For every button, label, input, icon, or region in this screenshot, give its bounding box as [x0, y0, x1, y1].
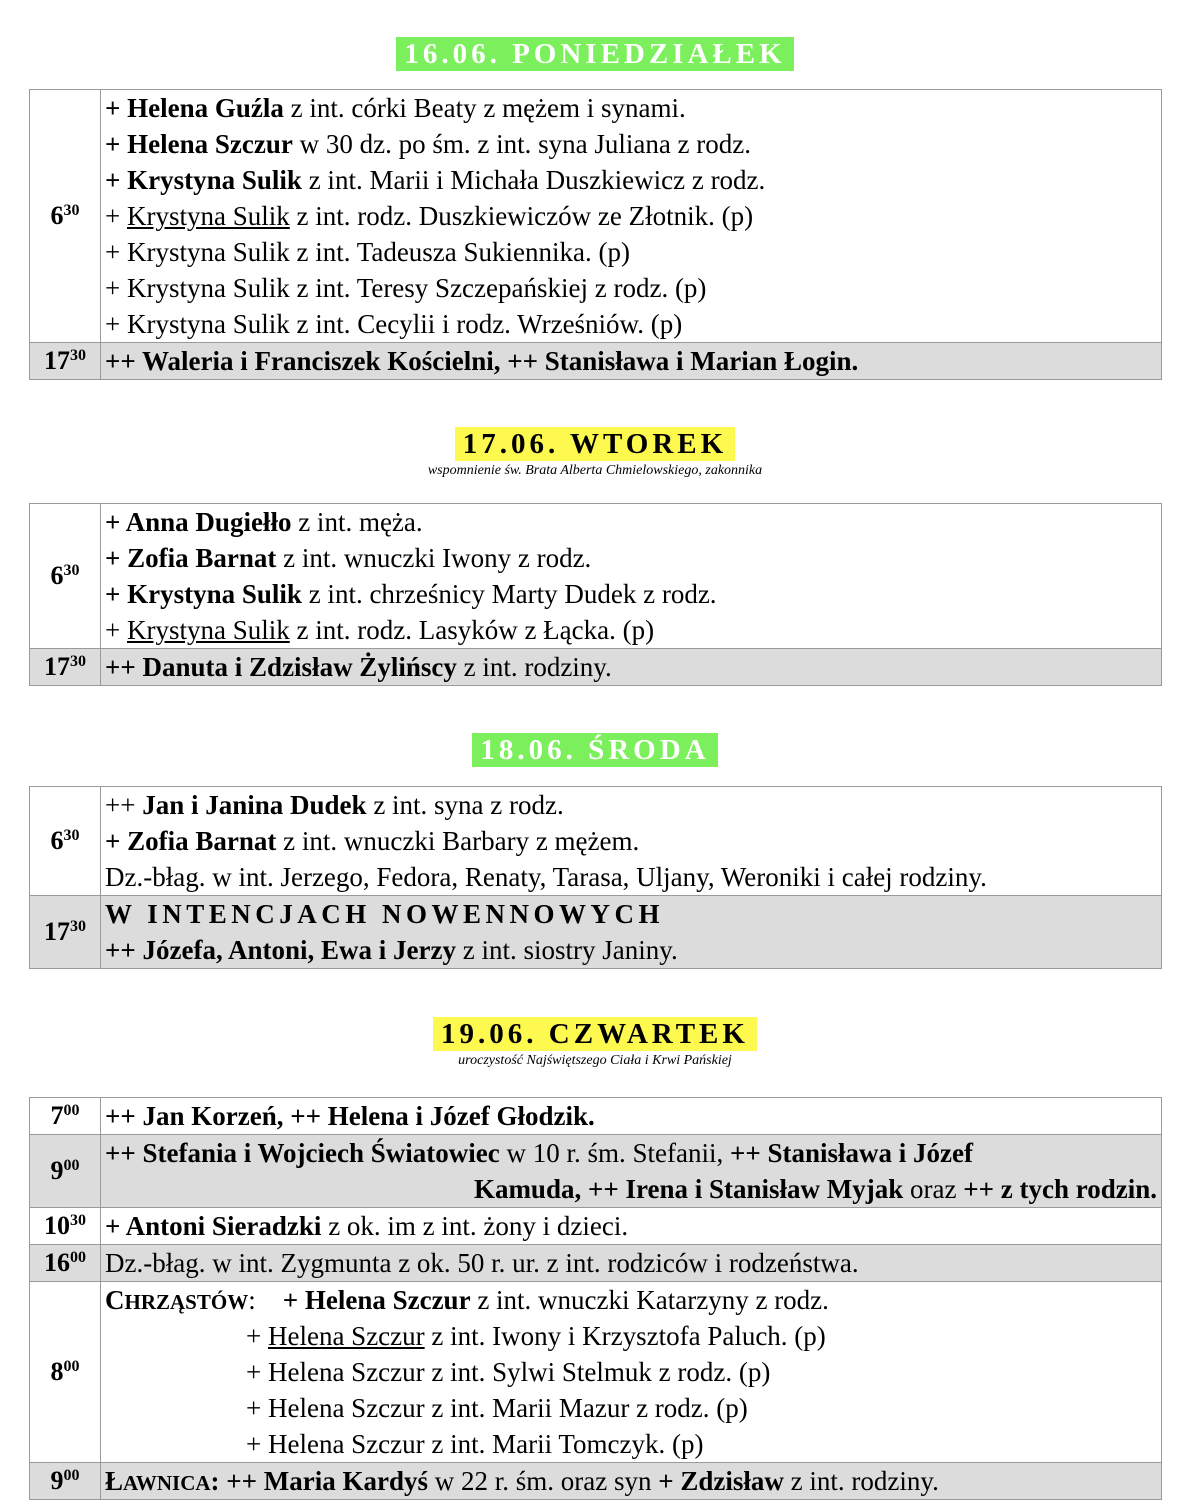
intention-line — [105, 504, 1161, 540]
mass-time-hour: 17 — [44, 652, 70, 681]
intention-text: : — [248, 1285, 283, 1315]
mass-row — [30, 649, 1162, 686]
mass-row — [30, 1463, 1162, 1500]
intention-text: + Krystyna Sulik z int. Tadeusza Sukiennika. (p) — [105, 237, 630, 267]
intention-text: Kamuda, ++ Irena i Stanisław Myjak — [473, 1174, 904, 1204]
intention-text: z int. rodziny. — [783, 1466, 939, 1496]
intention-line — [105, 1245, 1161, 1281]
mass-time-hour: 7 — [50, 1101, 64, 1130]
intention-text: HRZĄSTÓW — [124, 1290, 249, 1314]
intention-text: + — [105, 93, 128, 123]
day-header — [0, 733, 1190, 767]
intention-text: Antoni Sieradzki — [125, 1211, 322, 1241]
intention-line — [105, 1426, 1161, 1462]
intention-text: z int. wnuczki Iwony z rodz. — [276, 543, 592, 573]
mass-time-minutes: 30 — [70, 1212, 86, 1229]
intention-line — [105, 1390, 1161, 1426]
intention-line — [105, 823, 1161, 859]
intention-text: z int. wnuczki Barbary z mężem. — [276, 826, 640, 856]
mass-row — [30, 1098, 1162, 1135]
intention-text: Jan i Janina Dudek — [142, 790, 367, 820]
intention-text: + — [105, 1211, 126, 1241]
mass-row — [30, 1208, 1162, 1245]
mass-table — [29, 89, 1162, 380]
intention-line — [105, 576, 1161, 612]
intention-text: + — [105, 615, 127, 645]
intention-line — [105, 1171, 1161, 1207]
intention-text: AWNICA — [123, 1471, 211, 1495]
intention-line — [105, 306, 1161, 342]
intention-line — [105, 1318, 1161, 1354]
intention-text: Krystyna Sulik — [127, 579, 302, 609]
intention-text: z int. rodz. Lasyków z Łącka. (p) — [289, 615, 655, 645]
intention-text: z ok. im z int. żony i dzieci. — [321, 1211, 629, 1241]
intention-text: z int. córki Beaty z mężem i synami. — [283, 93, 686, 123]
mass-time-hour: 10 — [44, 1211, 70, 1240]
intention-line — [105, 1208, 1161, 1244]
intention-text: Ł — [105, 1466, 124, 1496]
intention-text: w 30 dz. po śm. z int. syna Juliana z rodz. — [292, 129, 752, 159]
intention-line — [105, 932, 1161, 968]
mass-time — [30, 787, 101, 896]
day-header — [0, 37, 1190, 71]
day-title: 16.06. PONIEDZIAŁEK — [396, 37, 793, 71]
day-title: 17.06. WTOREK — [455, 427, 735, 461]
intention-text: z int. wnuczki Katarzyny z rodz. — [470, 1285, 829, 1315]
intention-text: + — [105, 201, 127, 231]
intention-text: ++ Stanisława i Józef — [729, 1138, 973, 1168]
intention-text: ++ Józefa, Antoni, Ewa i Jerzy — [105, 935, 456, 965]
intention-text: oraz — [903, 1174, 964, 1204]
mass-row — [30, 1282, 1162, 1463]
intention-text: + — [105, 826, 128, 856]
mass-time — [30, 1098, 101, 1135]
intention-text: Krystyna Sulik — [127, 165, 302, 195]
intention-text: ++ z tych rodzin. — [963, 1174, 1157, 1204]
intention-line — [105, 343, 1161, 379]
intention-text: + Helena Szczur z int. Sylwi Stelmuk z rodz. (p) — [246, 1357, 771, 1387]
intention-text: ++ Stefania i Wojciech Światowiec — [105, 1138, 500, 1168]
mass-row — [30, 787, 1162, 896]
mass-time-hour: 17 — [44, 346, 70, 375]
intention-text: Krystyna Sulik — [126, 615, 290, 645]
intention-text: ++ — [105, 790, 143, 820]
intention-line — [105, 1463, 1161, 1499]
mass-row — [30, 504, 1162, 649]
intention-line — [105, 896, 1161, 932]
day-subtitle: wspomnienie św. Brata Alberta Chmielowskiego, zakonnika — [427, 463, 763, 478]
mass-time-minutes: 00 — [63, 1467, 80, 1484]
intention-line — [105, 540, 1161, 576]
mass-time-minutes: 00 — [63, 1157, 80, 1174]
mass-time-hour: 17 — [44, 917, 70, 946]
mass-time-hour: 6 — [50, 201, 64, 230]
mass-intentions — [101, 1282, 1162, 1463]
mass-time — [30, 1135, 101, 1208]
mass-time-minutes: 00 — [63, 1102, 80, 1119]
intention-line — [105, 1282, 1161, 1318]
mass-time — [30, 1463, 101, 1500]
intention-line — [105, 126, 1161, 162]
mass-time-hour: 16 — [44, 1248, 70, 1277]
intention-text: z int. chrześnicy Marty Dudek z rodz. — [301, 579, 717, 609]
intention-text: + Helena Szczur — [282, 1285, 471, 1315]
mass-row — [30, 896, 1162, 969]
mass-row — [30, 343, 1162, 380]
mass-time-minutes: 30 — [70, 653, 86, 670]
intention-text: + Helena Szczur z int. Marii Tomczyk. (p) — [246, 1429, 704, 1459]
intention-text: + — [105, 543, 128, 573]
mass-time-minutes: 00 — [70, 1249, 86, 1266]
mass-time — [30, 90, 101, 343]
mass-time — [30, 1208, 101, 1245]
mass-time-hour: 6 — [50, 826, 64, 855]
intention-text: + Helena Szczur z int. Marii Mazur z rodz. (p) — [246, 1393, 748, 1423]
intention-text: Dz.-błag. w int. Jerzego, Fedora, Renaty, Tarasa, Uljany, Weroniki i całej rodziny. — [105, 862, 987, 892]
day-title: 19.06. CZWARTEK — [433, 1017, 757, 1051]
intention-line — [105, 612, 1161, 648]
mass-intentions — [101, 1208, 1162, 1245]
intention-text: C — [105, 1285, 125, 1315]
intention-text: Helena Guźla — [127, 93, 284, 123]
intention-text: Helena Szczur — [267, 1321, 425, 1351]
intention-text: z int. rodziny. — [456, 652, 612, 682]
intention-text: w 10 r. śm. Stefanii, — [499, 1138, 730, 1168]
mass-row — [30, 1245, 1162, 1282]
intention-line — [105, 198, 1161, 234]
mass-time-hour: 9 — [50, 1466, 64, 1495]
intention-text: z int. syna z rodz. — [366, 790, 564, 820]
mass-time — [30, 504, 101, 649]
intention-text: + — [246, 1321, 268, 1351]
mass-table — [29, 786, 1162, 969]
mass-time — [30, 896, 101, 969]
mass-time-hour: 9 — [50, 1156, 64, 1185]
mass-intentions — [101, 1245, 1162, 1282]
mass-time-minutes: 30 — [63, 202, 80, 219]
intention-text: w 22 r. śm. oraz syn — [428, 1466, 659, 1496]
mass-intentions — [101, 1463, 1162, 1500]
intention-text: Dz.-błag. w int. Zygmunta z ok. 50 r. ur. z int. rodziców i rodzeństwa. — [105, 1248, 859, 1278]
mass-intentions — [101, 649, 1162, 686]
intention-line — [105, 649, 1161, 685]
mass-row — [30, 1135, 1162, 1208]
mass-intentions — [101, 787, 1162, 896]
intention-line — [105, 859, 1161, 895]
intention-line — [105, 1098, 1161, 1134]
intention-line — [105, 270, 1161, 306]
mass-time — [30, 649, 101, 686]
day-subtitle: uroczystość Najświętszego Ciała i Krwi Pańskiej — [458, 1053, 732, 1068]
mass-row — [30, 90, 1162, 343]
mass-time-minutes: 30 — [70, 918, 86, 935]
mass-table — [29, 503, 1162, 686]
intention-text: + — [105, 165, 128, 195]
intention-text: Krystyna Sulik — [126, 201, 290, 231]
mass-time-hour: 6 — [50, 561, 64, 590]
intention-text: + Zdzisław — [658, 1466, 784, 1496]
intention-line — [105, 1354, 1161, 1390]
intention-text: Zofia Barnat — [127, 826, 277, 856]
intention-line — [105, 162, 1161, 198]
intention-text: z int. siostry Janiny. — [455, 935, 678, 965]
intention-text: z int. Marii i Michała Duszkiewicz z rodz. — [301, 165, 766, 195]
mass-time — [30, 1282, 101, 1463]
intention-text: z int. męża. — [291, 507, 423, 537]
day-header — [0, 1017, 1190, 1070]
intention-text: + — [105, 129, 128, 159]
intention-text: Anna Dugiełło — [125, 507, 292, 537]
intention-text: ++ Waleria i Franciszek Kościelni, ++ Stanisława i Marian Łogin. — [105, 346, 859, 376]
mass-time-minutes: 30 — [63, 827, 80, 844]
mass-intentions — [101, 1098, 1162, 1135]
intention-text: Helena Szczur — [127, 129, 293, 159]
intention-text: Zofia Barnat — [127, 543, 277, 573]
mass-table — [29, 1097, 1162, 1500]
intention-line — [105, 234, 1161, 270]
mass-intentions — [101, 504, 1162, 649]
intention-text: + — [105, 579, 128, 609]
intention-line — [105, 787, 1161, 823]
intention-text: ++ Maria Kardyś — [226, 1466, 429, 1496]
intention-text: z int. Iwony i Krzysztofa Paluch. (p) — [424, 1321, 826, 1351]
intention-text: ++ Jan Korzeń, ++ Helena i Józef Głodzik. — [105, 1101, 595, 1131]
mass-time-minutes: 30 — [63, 562, 80, 579]
mass-time — [30, 343, 101, 380]
mass-intentions — [101, 343, 1162, 380]
intention-line — [105, 90, 1161, 126]
mass-time — [30, 1245, 101, 1282]
mass-time-minutes: 30 — [70, 347, 86, 364]
mass-time-minutes: 00 — [63, 1358, 80, 1375]
intention-text: + Krystyna Sulik z int. Cecylii i rodz. Wrześniów. (p) — [105, 309, 683, 339]
intention-text: z int. rodz. Duszkiewiczów ze Złotnik. (p) — [289, 201, 754, 231]
intention-text: : — [210, 1466, 227, 1496]
mass-time-hour: 8 — [50, 1357, 64, 1386]
day-title: 18.06. ŚRODA — [472, 733, 717, 767]
intention-text: + Krystyna Sulik z int. Teresy Szczepańskiej z rodz. (p) — [105, 273, 707, 303]
mass-intentions — [101, 1135, 1162, 1208]
intention-text: ++ Danuta i Zdzisław Żylińscy — [105, 652, 457, 682]
mass-intentions — [101, 896, 1162, 969]
intention-line — [105, 1135, 1161, 1171]
intention-text: + — [105, 507, 126, 537]
intention-text: W INTENCJACH NOWENNOWYCH — [105, 899, 665, 929]
day-header — [0, 427, 1190, 480]
mass-intentions — [101, 90, 1162, 343]
